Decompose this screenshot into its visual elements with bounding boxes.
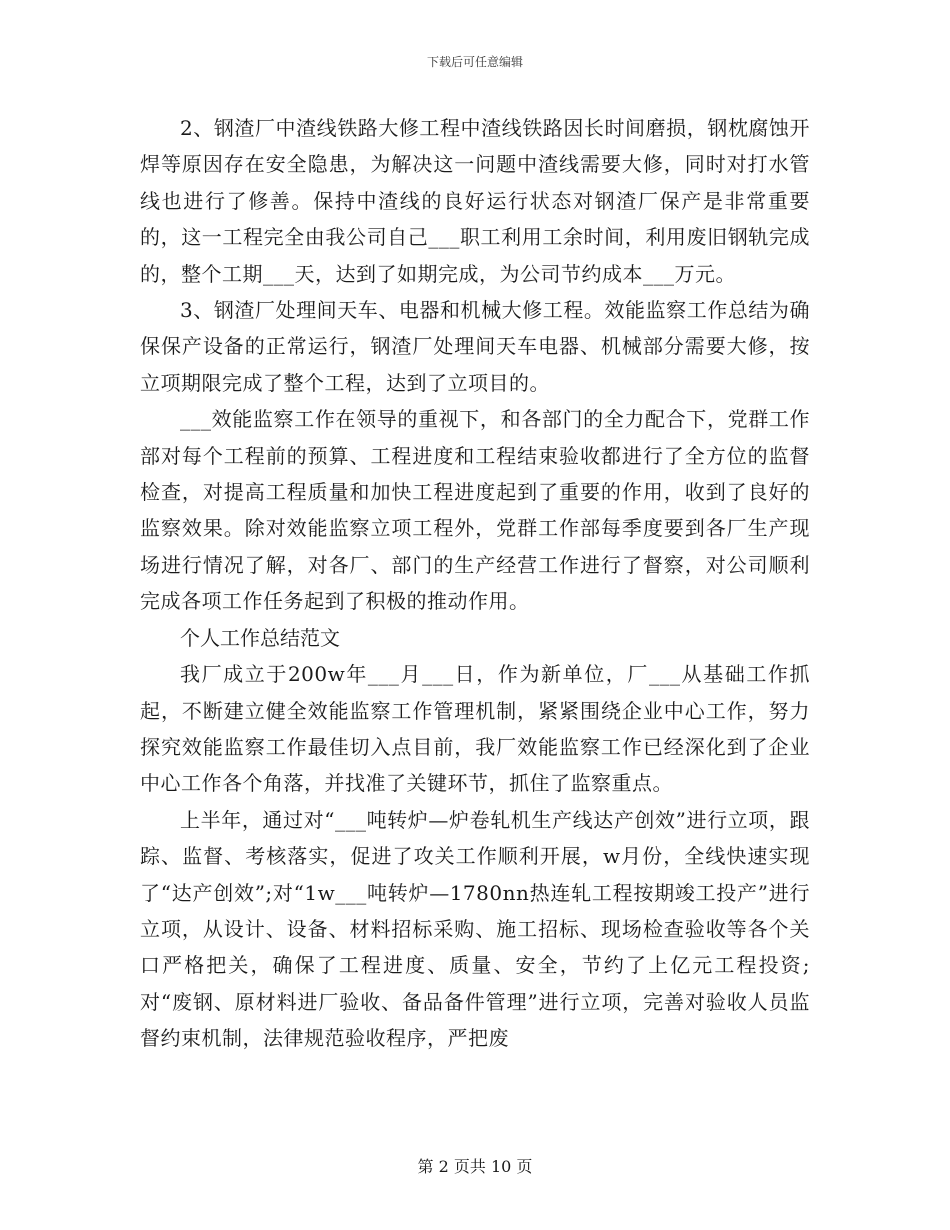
paragraph-supervision-summary: ___效能监察工作在领导的重视下，和各部门的全力配合下，党群工作部对每个工程前的预算、工程进度和工程结束验收都进行了全方位的监督检查，对提高工程质量和加快工程进度起到了重要的作用，收到了良好的监察效果。除对效能监察立项工程外，党群工作部每季度要到各厂生产现场进行情况了解，对各厂、部门的生产经营工作进行了督察，对公司顺利完成各项工作任务起到了积极的推动作用。 <box>140 407 810 614</box>
paragraph-factory-intro: 我厂成立于200w年___月___日，作为新单位，厂___从基础工作抓起，不断建立健全效能监察工作管理机制，紧紧围绕企业中心工作，努力探究效能监察工作最佳切入点目前，我厂效能监察工作已经深化到了企业中心工作各个角落，并找准了关键环节，抓住了监察重点。 <box>140 662 810 796</box>
page-header: 下载后可任意编辑 <box>426 55 523 69</box>
paragraph-item-3: 3、钢渣厂处理间天车、电器和机械大修工程。效能监察工作总结为确保保产设备的正常运行，钢渣厂处理间天车电器、机械部分需要大修，按立项期限完成了整个工程，达到了立项目的。 <box>140 298 810 395</box>
paragraph-first-half: 上半年，通过对“___吨转炉—炉卷轧机生产线达产创效”进行立项，跟踪、监督、考核落实，促进了攻关工作顺利开展，w月份，全线快速实现了“达产创效”;对“1w___吨转炉—1780nn热连轧工程按期竣工投产”进行立项，从设计、设备、材料招标采购、施工招标、现场检查验收等各个关口严格把关，确保了工程进度、质量、安全，节约了上亿元工程投资;对“废钢、原材料进厂验收、备品备件管理”进行立项，完善对验收人员监督约束机制，法律规范验收程序，严把废 <box>140 807 810 1051</box>
page-number: 第 2 页共 10 页 <box>417 1157 533 1176</box>
paragraph-item-2: 2、钢渣厂中渣线铁路大修工程中渣线铁路因长时间磨损，钢枕腐蚀开焊等原因存在安全隐患，为解决这一问题中渣线需要大修，同时对打水管线也进行了修善。保持中渣线的良好运行状态对钢渣厂保产是非常重要的，这一工程完全由我公司自己___职工利用工余时间，利用废旧钢轨完成的，整个工期___天，达到了如期完成，为公司节约成本___万元。 <box>140 116 810 286</box>
document-body <box>140 110 810 1057</box>
section-heading: 个人工作总结范文 <box>180 625 340 650</box>
